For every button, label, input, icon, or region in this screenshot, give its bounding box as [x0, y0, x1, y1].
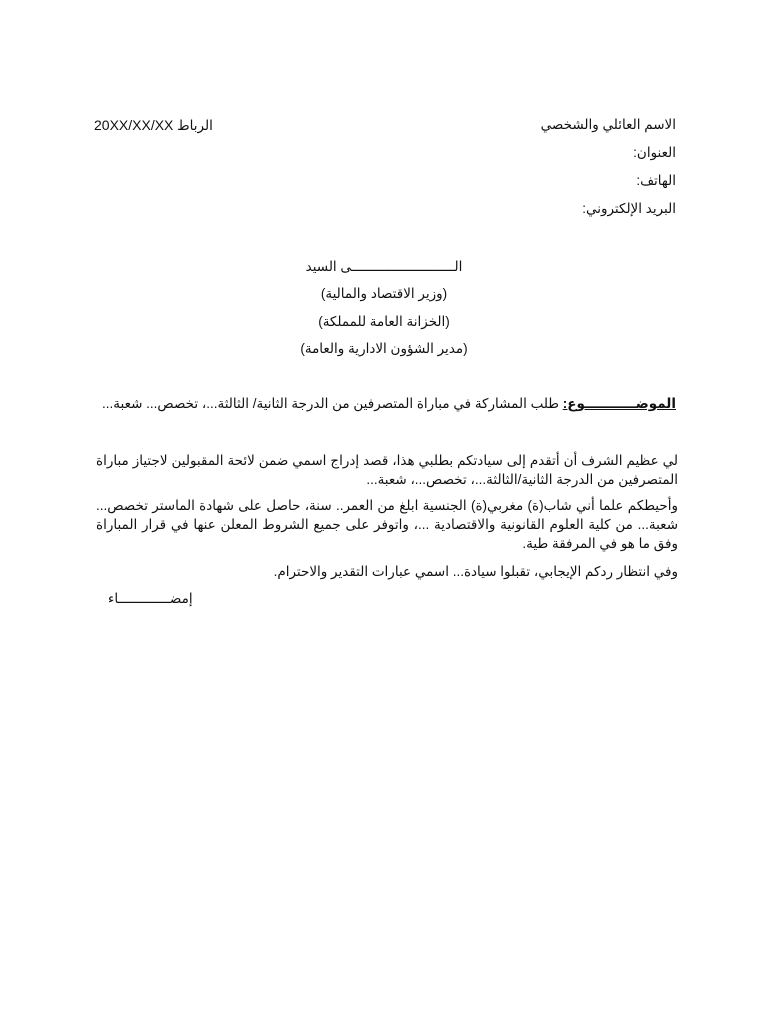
body-paragraph-1: لي عظيم الشرف أن أتقدم إلى سيادتكم بطلبي هذا، قصد إدراج اسمي ضمن لائحة المقبولين لاجتياز مباراة المتصرفين من الدرجة الثانية/الثالثة...، تخصص...، شعبة... — [96, 453, 678, 487]
sender-phone: الهاتف: — [636, 173, 676, 188]
recipient-line-1: (وزير الاقتصاد والمالية) — [320, 286, 448, 301]
letter-city: الرباط — [177, 118, 213, 133]
place-date — [94, 116, 213, 135]
sender-name: الاسم العائلي والشخصي — [540, 117, 676, 132]
sender-email: البريد الإلكتروني: — [582, 201, 676, 216]
body-paragraph-2: وأحيطكم علما أني شاب(ة) مغربي(ة) الجنسية ابلغ من العمر.. سنة، حاصل على شهادة الماستر تخصص... شعبة... من كلية العلوم القانونية والاقتصادية ...، واتوفر على جميع الشروط المعلن عنها في قرار المباراة وفق ما هو في المرفقة طية. — [96, 498, 678, 551]
recipient-line-3: (مدير الشؤون الادارية والعامة) — [300, 341, 468, 356]
body-paragraph-3: وفي انتظار ردكم الإيجابي، تقبلوا سيادة... اسمي عبارات التقدير والاحترام. — [273, 564, 678, 579]
sender-address: العنوان: — [633, 145, 676, 160]
signature-label: إمضـــــــــــــاء — [108, 591, 193, 606]
recipient-salutation: الــــــــــــــــــــــــــى السيد — [305, 259, 463, 274]
subject-label: الموضـــــــــــوع: — [562, 396, 676, 411]
subject-text: طلب المشاركة في مباراة المتصرفين من الدرجة الثانية/ الثالثة...، تخصص... شعبة... — [102, 396, 563, 411]
recipient-line-2: (الخزانة العامة للمملكة) — [318, 314, 450, 329]
subject-line — [102, 395, 676, 413]
letter-date: 20XX/XX/XX — [94, 117, 174, 133]
